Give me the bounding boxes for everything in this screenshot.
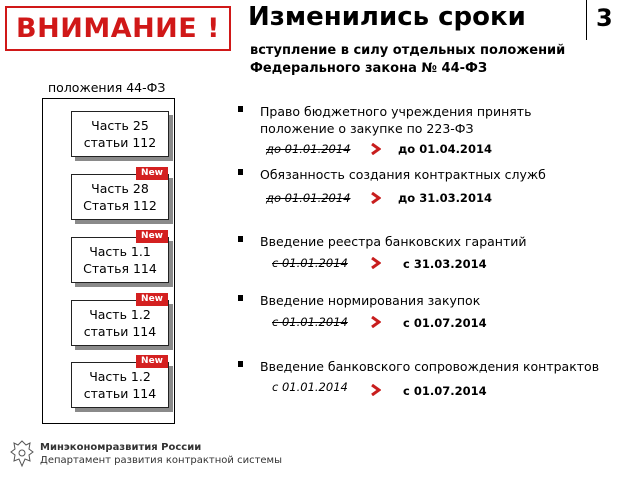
- chevron-right-icon: [371, 192, 381, 204]
- old-deadline: с 01.01.2014: [272, 315, 348, 329]
- subtitle-line-2: Федерального закона № 44-ФЗ: [250, 61, 488, 76]
- new-deadline: с 01.07.2014: [403, 316, 487, 330]
- new-deadline: с 01.07.2014: [403, 384, 487, 398]
- new-badge: New: [136, 293, 168, 306]
- change-description: [260, 103, 531, 137]
- provision-part: Часть 25: [91, 118, 149, 133]
- change-description: Обязанность создания контрактных служб: [260, 167, 546, 182]
- provision-article: Статья 114: [83, 261, 157, 276]
- old-deadline: до 01.01.2014: [266, 142, 351, 156]
- emblem-icon: [8, 438, 36, 470]
- chevron-right-icon: [371, 257, 381, 269]
- left-panel-caption: положения 44-ФЗ: [48, 80, 166, 95]
- new-deadline: с 31.03.2014: [403, 257, 487, 271]
- slide-number: 3: [596, 4, 613, 32]
- provision-part: Часть 1.2: [89, 307, 151, 322]
- new-badge: New: [136, 230, 168, 243]
- new-badge: New: [136, 167, 168, 180]
- change-description: Введение нормирования закупок: [260, 293, 481, 308]
- provision-card: [71, 356, 169, 408]
- slide-title: Изменились сроки: [248, 2, 526, 32]
- provision-part: Часть 28: [91, 181, 149, 196]
- footer-ministry: Минэкономразвития России: [40, 442, 202, 453]
- bullet-icon: [238, 295, 243, 301]
- new-deadline: до 31.03.2014: [398, 191, 492, 205]
- provision-article: Статья 112: [83, 198, 157, 213]
- provision-article: статьи 114: [83, 324, 157, 339]
- change-description-line: положение о закупке по 223-ФЗ: [260, 121, 474, 136]
- change-description: Введение банковского сопровождения контрактов: [260, 359, 600, 374]
- law-provisions-panel: [42, 98, 175, 424]
- bullet-icon: [238, 169, 243, 175]
- new-deadline: до 01.04.2014: [398, 142, 492, 156]
- provision-part: Часть 1.2: [89, 369, 151, 384]
- old-deadline: с 01.01.2014: [272, 256, 348, 270]
- new-badge: New: [136, 355, 168, 368]
- subtitle-line-1: вступление в силу отдельных положений: [250, 43, 566, 58]
- title-divider: [586, 0, 587, 40]
- provision-part: Часть 1.1: [89, 244, 151, 259]
- attention-banner: ВНИМАНИЕ !: [5, 6, 231, 51]
- chevron-right-icon: [371, 384, 381, 396]
- bullet-icon: [238, 106, 243, 112]
- footer-department: Департамент развития контрактной системы: [40, 455, 282, 466]
- bullet-icon: [238, 361, 243, 367]
- provision-card: [71, 111, 169, 157]
- bullet-icon: [238, 236, 243, 242]
- old-deadline: до 01.01.2014: [266, 191, 351, 205]
- provision-card: [71, 231, 169, 283]
- provision-card: [71, 168, 169, 220]
- slide-subtitle: [250, 42, 590, 78]
- chevron-right-icon: [371, 316, 381, 328]
- provision-card: [71, 294, 169, 346]
- change-description-line: Право бюджетного учреждения принять: [260, 104, 532, 119]
- change-description: Введение реестра банковских гарантий: [260, 234, 527, 249]
- provision-article: статьи 114: [83, 386, 157, 401]
- old-deadline: с 01.01.2014: [272, 380, 348, 394]
- chevron-right-icon: [371, 143, 381, 155]
- provision-article: статьи 112: [83, 135, 157, 150]
